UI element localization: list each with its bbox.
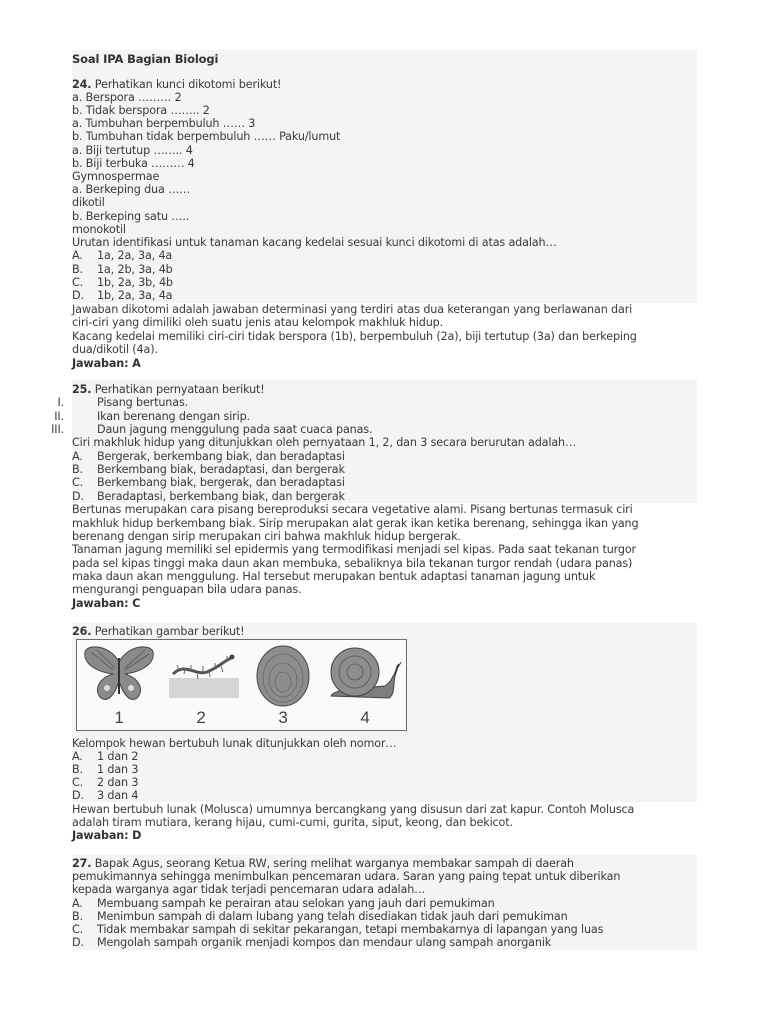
key-line: b. Tumbuhan tidak berpembuluh …… Paku/lumut: [72, 130, 341, 143]
explanation-line: Bertunas merupakan cara pisang bereproduksi secara vegetative alami. Pisang bertunas termasuk ciri: [72, 503, 633, 516]
option-b: [72, 910, 568, 923]
explanation-line: mengurangi penguapan bila udara panas.: [72, 583, 302, 596]
question-prompt: Perhatikan gambar berikut!: [94, 625, 245, 638]
option-text: Berkembang biak, bergerak, dan beradaptasi: [97, 476, 345, 489]
explanation-line: berenang dengan sirip merupakan ciri bahwa makhluk hidup bergerak.: [72, 530, 461, 543]
page-title: Soal IPA Bagian Biologi: [72, 52, 219, 66]
option-letter: D.: [72, 289, 84, 302]
key-line: b. Tidak berspora …….. 2: [72, 104, 210, 117]
question-24-prompt: [72, 78, 281, 91]
key-line: b. Biji terbuka ……… 4: [72, 157, 195, 170]
option-letter: A.: [72, 750, 83, 763]
question-prompt: Bapak Agus, seorang Ketua RW, sering melihat warganya membakar sampah di daerah: [94, 857, 574, 870]
explanation-line: adalah tiram mutiara, kerang hijau, cumi-cumi, gurita, siput, keong, dan bekicot.: [72, 816, 513, 829]
option-letter: D.: [72, 789, 84, 802]
centipede-icon: [161, 642, 241, 708]
butterfly-icon: [79, 642, 159, 708]
option-text: 3 dan 4: [97, 789, 139, 802]
option-d: [72, 789, 138, 802]
answer-label: Jawaban: C: [72, 597, 141, 610]
key-line: a. Biji tertutup …….. 4: [72, 144, 193, 157]
option-a: [72, 897, 495, 910]
question-number: 24.: [72, 78, 92, 91]
option-letter: D.: [72, 490, 84, 503]
option-text: 1a, 2b, 3a, 4b: [97, 263, 173, 276]
option-letter: A.: [72, 897, 83, 910]
key-line: monokotil: [72, 223, 126, 236]
option-c: [72, 276, 173, 289]
roman-numeral: III.: [51, 423, 64, 436]
roman-numeral: I.: [57, 396, 64, 409]
answer-label: Jawaban: A: [72, 357, 141, 370]
option-letter: A.: [72, 450, 83, 463]
option-letter: B.: [72, 463, 83, 476]
figure-label: 4: [360, 708, 370, 727]
explanation-line: Jawaban dikotomi adalah jawaban determinasi yang terdiri atas dua keterangan yang berlawanan dari: [72, 303, 633, 316]
option-text: Tidak membakar sampah di sekitar pekarangan, tetapi membakarnya di lapangan yang luas: [97, 923, 604, 936]
option-text: 1b, 2a, 3b, 4b: [97, 276, 173, 289]
option-c: [72, 476, 345, 489]
option-text: 2 dan 3: [97, 776, 139, 789]
option-letter: B.: [72, 910, 83, 923]
explanation-line: Tanaman jagung memiliki sel epidermis yang termodifikasi menjadi sel kipas. Pada saat tekanan turgor: [72, 543, 636, 556]
explanation-line: makhluk hidup berkembang biak. Sirip merupakan alat gerak ikan ketika berenang, sehingga ikan yang: [72, 517, 639, 530]
question-prompt: Perhatikan pernyataan berikut!: [94, 383, 265, 396]
option-text: 1 dan 3: [97, 763, 139, 776]
question-prompt-line: pemukimannya sehingga menimbulkan pencemaran udara. Saran yang paing tepat untuk diberikan: [72, 870, 621, 883]
option-a: [72, 750, 138, 763]
option-letter: A.: [72, 249, 83, 262]
key-line: a. Berkeping dua ……: [72, 183, 191, 196]
question-prompt-line: kepada warganya agar tidak terjadi pencemaran udara adalah…: [72, 883, 426, 896]
figure-item: [161, 642, 241, 730]
animals-figure: [76, 639, 407, 731]
key-line: Gymnospermae: [72, 170, 160, 183]
explanation-line: dua/dikotil (4a).: [72, 343, 158, 356]
question-25-prompt: [72, 383, 265, 396]
question-26-prompt: [72, 625, 245, 638]
question-text: Kelompok hewan bertubuh lunak ditunjukkan oleh nomor…: [72, 737, 397, 750]
option-b: [72, 263, 173, 276]
option-text: 1a, 2a, 3a, 4a: [97, 249, 173, 262]
option-c: [72, 923, 603, 936]
option-d: [72, 936, 551, 949]
question-text: Urutan identifikasi untuk tanaman kacang kedelai sesuai kunci dikotomi di atas adalah…: [72, 236, 557, 249]
option-letter: C.: [72, 476, 84, 489]
option-b: [72, 463, 345, 476]
option-letter: C.: [72, 923, 84, 936]
option-text: Membuang sampah ke perairan atau selokan yang jauh dari pemukiman: [97, 897, 495, 910]
question-number: 27.: [72, 857, 92, 870]
key-line: dikotil: [72, 196, 105, 209]
answer-label: Jawaban: D: [72, 829, 142, 842]
question-27-prompt: [72, 857, 574, 870]
explanation-line: maka daun akan menggulung. Hal tersebut merupakan bentuk adaptasi tanaman jagung untuk: [72, 570, 596, 583]
roman-numeral: II.: [54, 410, 64, 423]
question-number: 26.: [72, 625, 92, 638]
explanation-line: Kacang kedelai memiliki ciri-ciri tidak berspora (1b), berpembuluh (2a), biji tertutup (3a) dan berkeping: [72, 330, 637, 343]
figure-item: [243, 642, 323, 730]
explanation-line: pada sel kipas tinggi maka daun akan membuka, sebaliknya bila tekanan turgor rendah (udara panas): [72, 557, 633, 570]
option-letter: C.: [72, 276, 84, 289]
option-letter: D.: [72, 936, 84, 949]
shell-icon: [243, 642, 323, 708]
option-c: [72, 776, 138, 789]
option-text: 1 dan 2: [97, 750, 139, 763]
question-prompt: Perhatikan kunci dikotomi berikut!: [94, 78, 282, 91]
question-number: 25.: [72, 383, 92, 396]
option-a: [72, 450, 345, 463]
option-text: 1b, 2a, 3a, 4a: [97, 289, 173, 302]
option-b: [72, 763, 138, 776]
figure-label: 3: [278, 708, 288, 727]
option-text: Berkembang biak, beradaptasi, dan bergerak: [97, 463, 345, 476]
question-text: Ciri makhluk hidup yang ditunjukkan oleh pernyataan 1, 2, dan 3 secara berurutan adalah…: [72, 436, 577, 449]
figure-item: [325, 642, 405, 730]
option-a: [72, 249, 172, 262]
statement-text: Daun jagung menggulung pada saat cuaca panas.: [97, 423, 373, 436]
statement-text: Pisang bertunas.: [97, 396, 189, 409]
statement-text: Ikan berenang dengan sirip.: [97, 410, 250, 423]
option-letter: B.: [72, 763, 83, 776]
option-text: Bergerak, berkembang biak, dan beradaptasi: [97, 450, 345, 463]
option-letter: C.: [72, 776, 84, 789]
key-line: a. Berspora ……… 2: [72, 91, 182, 104]
explanation-line: ciri-ciri yang dimiliki oleh suatu jenis atau kelompok makhluk hidup.: [72, 316, 443, 329]
key-line: b. Berkeping satu …..: [72, 210, 190, 223]
figure-label: 2: [196, 708, 206, 727]
figure-item: [79, 642, 159, 730]
option-d: [72, 289, 172, 302]
option-letter: B.: [72, 263, 83, 276]
option-d: [72, 490, 345, 503]
option-text: Beradaptasi, berkembang biak, dan bergerak: [97, 490, 345, 503]
figure-label: 1: [114, 708, 124, 727]
option-text: Menimbun sampah di dalam lubang yang telah disediakan tidak jauh dari pemukiman: [97, 910, 568, 923]
snail-icon: [325, 642, 405, 708]
key-line: a. Tumbuhan berpembuluh …… 3: [72, 117, 256, 130]
explanation-line: Hewan bertubuh lunak (Molusca) umumnya bercangkang yang disusun dari zat kapur. Contoh Molusca: [72, 803, 635, 816]
option-text: Mengolah sampah organik menjadi kompos dan mendaur ulang sampah anorganik: [97, 936, 552, 949]
